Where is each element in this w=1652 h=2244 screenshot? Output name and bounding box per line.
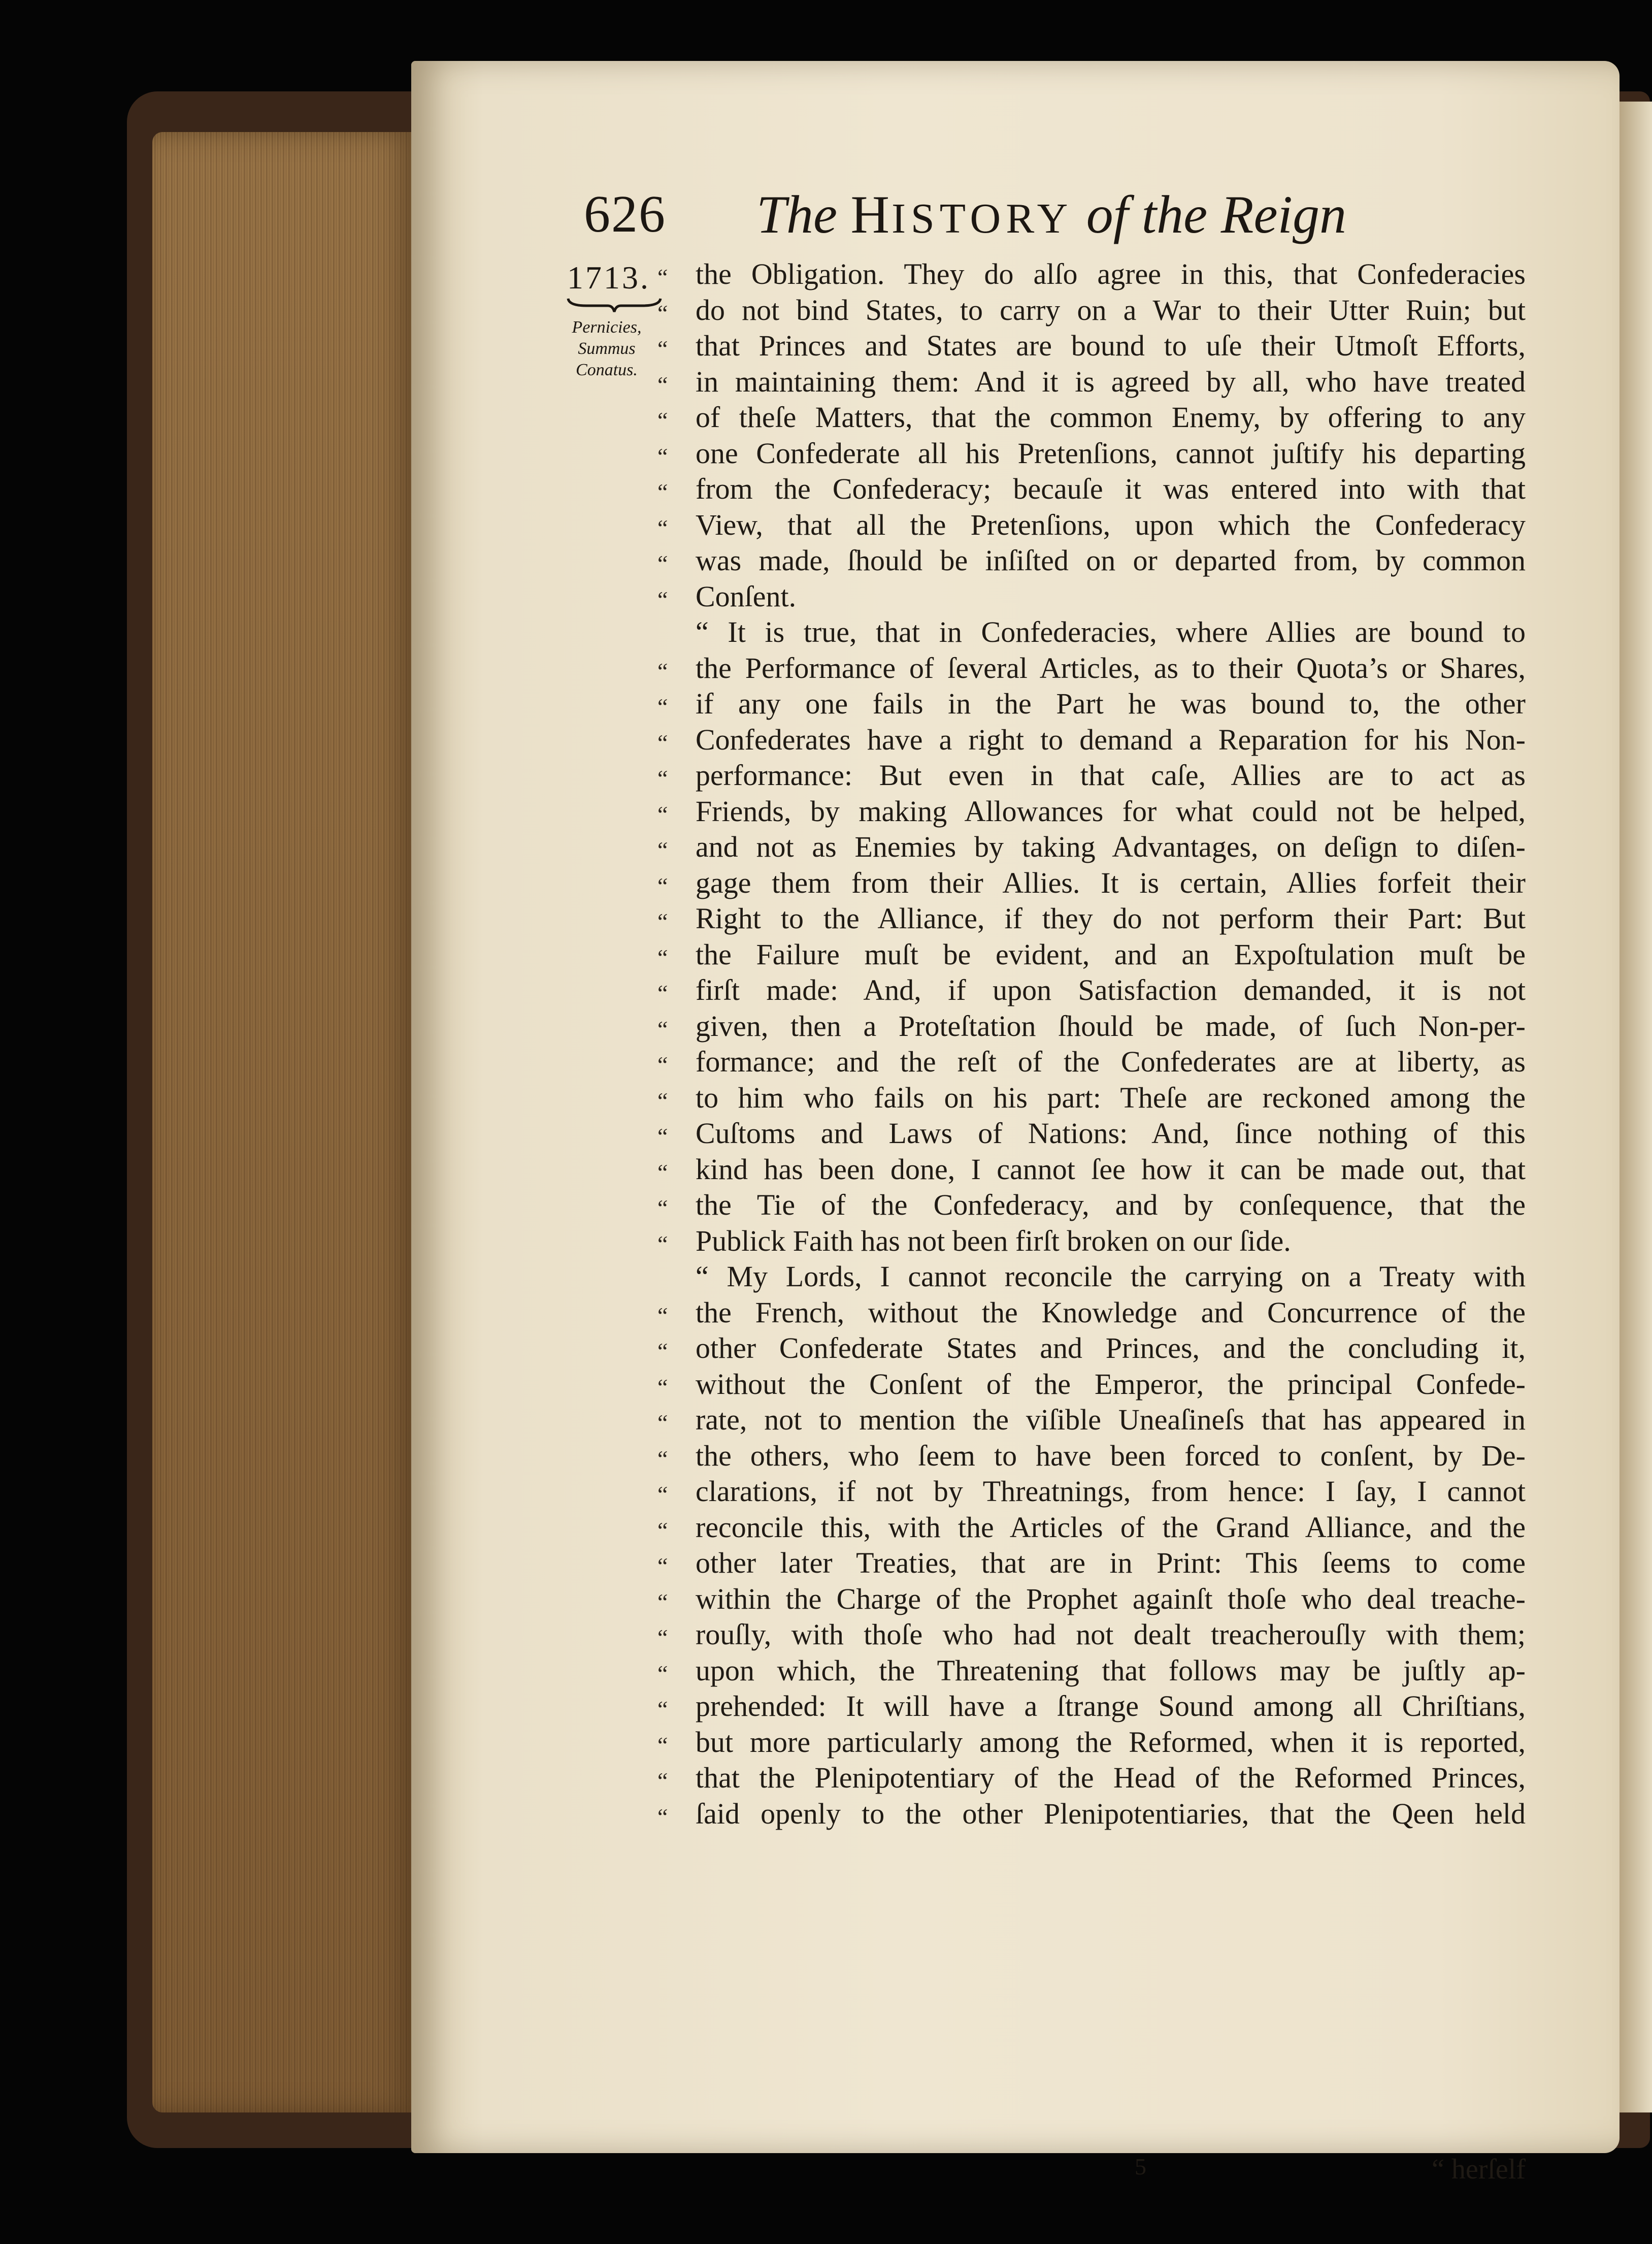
quote-mark: “ [657,944,668,970]
text-line [657,1295,1526,1331]
line-text: Friends, by making Allowances for what could not be helped, [696,794,1526,828]
margin-year: 1713. [567,259,650,296]
text-line [657,901,1526,937]
quote-mark: “ [657,1374,668,1400]
line-text: from the Confederacy; becauſe it was entered into with that [696,472,1526,505]
quote-mark: “ [657,1768,668,1794]
text-line [657,686,1526,722]
text-line [657,794,1526,830]
quote-mark: “ [657,550,668,576]
line-text: formance; and the reſt of the Confederates are at liberty, as [696,1045,1526,1078]
text-line [657,1187,1526,1223]
text-line [657,1044,1526,1080]
quote-mark: “ [657,908,668,934]
text-line [657,1474,1526,1510]
text-line [657,972,1526,1009]
catchword: “ herſelf [1432,2154,1526,2185]
quote-mark: “ [657,801,668,827]
line-text: prehended: It will have a ſtrange Sound among all Chriſtians, [696,1689,1526,1722]
text-line [657,328,1526,364]
text-line [657,400,1526,436]
text-line [657,651,1526,687]
quote-mark: “ [657,980,668,1006]
line-text: the French, without the Knowledge and Concurrence of the [696,1295,1526,1329]
quote-mark: “ [657,1553,668,1579]
text-line [657,1402,1526,1438]
line-text: firſt made: And, if upon Satisfaction demanded, it is not [696,973,1526,1006]
line-text: upon which, the Threatening that follows may be juſtly ap- [696,1653,1526,1687]
line-text: rouſly, with thoſe who had not dealt treacherouſly with them; [696,1618,1526,1651]
quote-mark: “ [657,1517,668,1543]
quote-mark: “ [657,658,668,684]
line-text: the Obligation. They do alſo agree in this, that Confederacies [696,257,1526,290]
line-text: do not bind States, to carry on a War to their Utter Ruin; but [696,293,1526,327]
running-head [584,184,1518,255]
gloss-line: Conatus. [576,361,638,379]
text-line [657,829,1526,865]
line-text: Confederates have a right to demand a Reparation for his Non- [696,723,1526,756]
line-text: reconcile this, with the Articles of the Grand Alliance, and the [696,1510,1526,1544]
marginal-note [561,259,663,381]
line-text: kind has been done, I cannot ſee how it can be made out, that [696,1152,1526,1186]
line-text: but more particularly among the Reformed, when it is reported, [696,1725,1526,1759]
line-text: Right to the Alliance, if they do not perform their Part: But [696,902,1526,935]
quote-mark: “ [657,1302,668,1328]
quote-mark: “ [657,479,668,505]
line-text: “ It is true, that in Confederacies, where Allies are bound to [696,615,1526,648]
text-line [657,579,1526,615]
quote-mark: “ [657,1588,668,1615]
quote-mark: “ [657,1481,668,1507]
quote-mark: “ [657,371,668,398]
line-text: of theſe Matters, that the common Enemy, by offering to any [696,401,1526,434]
line-text: to him who fails on his part: Theſe are reckoned among the [696,1081,1526,1114]
line-text: the others, who ſeem to have been forced to conſent, by De- [696,1439,1526,1472]
line-text: gage them from their Allies. It is certain, Allies forfeit their [696,866,1526,899]
page-footer [657,2153,1526,2189]
text-line [657,471,1526,507]
quote-mark: “ [657,729,668,756]
quote-mark: “ [657,1338,668,1364]
line-text: Cuſtoms and Laws of Nations: And, ſince nothing of this [696,1117,1526,1150]
quote-mark: “ [657,1660,668,1686]
line-text: performance: But even in that caſe, Allies are to act as [696,759,1526,792]
brace-icon [566,297,663,314]
line-text: Conſent. [696,579,797,613]
line-text: within the Charge of the Prophet againſt thoſe who deal treache- [696,1582,1526,1615]
line-text: without the Conſent of the Emperor, the principal Confede- [696,1367,1526,1401]
line-text: that the Plenipotentiary of the Head of the Reformed Princes, [696,1761,1526,1794]
text-line [657,614,1526,651]
quote-mark: “ [657,694,668,720]
text-line [657,1796,1526,1832]
line-text: in maintaining them: And it is agreed by all, who have treated [696,365,1526,398]
facing-page-edge [1620,102,1652,2112]
text-line [657,1510,1526,1546]
title-of-the-reign: of the Reign [1086,185,1346,244]
line-text: clarations, if not by Threatnings, from hence: I ſay, I cannot [696,1475,1526,1508]
body-text [657,256,1526,1832]
quote-mark: “ [657,1159,668,1185]
text-line [657,1688,1526,1725]
line-text: other later Treaties, that are in Print: This ſeems to come [696,1546,1526,1579]
text-line [657,292,1526,329]
text-line [657,1725,1526,1761]
line-text: that Princes and States are bound to uſe their Utmoſt Efforts, [696,329,1526,362]
line-text: Publick Faith has not been firſt broken on our ſide. [696,1224,1291,1257]
quote-mark: “ [657,407,668,433]
text-line [657,1330,1526,1367]
text-line [657,1152,1526,1188]
line-text: the Failure muſt be evident, and an Expoſtulation muſt be [696,937,1526,971]
gloss-line: Summus [578,339,636,358]
quote-mark: “ [657,1087,668,1114]
text-line [657,1581,1526,1617]
page-number: 626 [584,185,666,243]
margin-gloss [561,317,652,381]
quote-mark: “ [657,872,668,899]
text-line [657,1080,1526,1116]
quote-mark: “ [657,1230,668,1257]
text-line [657,1653,1526,1689]
quote-mark: “ [657,1016,668,1042]
signature-mark: 5 [1135,2154,1146,2180]
quote-mark: “ [657,264,668,290]
text-line [657,1223,1526,1259]
quote-mark: “ [657,1195,668,1221]
quote-mark: “ [657,1624,668,1650]
quote-mark: “ [657,443,668,469]
text-line [657,1438,1526,1474]
quote-mark: “ [657,1696,668,1722]
text-line [657,1760,1526,1796]
text-line [657,1116,1526,1152]
text-line [657,436,1526,472]
text-line [657,1617,1526,1653]
page-edges [152,132,416,2112]
text-line [657,758,1526,794]
text-line [657,1545,1526,1581]
line-text: other Confederate States and Princes, and the concluding it, [696,1331,1526,1364]
line-text: rate, not to mention the viſible Uneaſineſs that has appeared in [696,1403,1526,1436]
text-line [657,543,1526,579]
line-text: the Tie of the Confederacy, and by conſequence, that the [696,1188,1526,1221]
quote-mark: “ [657,586,668,612]
text-line [657,364,1526,400]
line-text: ſaid openly to the other Plenipotentiaries, that the Qeen held [696,1797,1526,1830]
quote-mark: “ [657,1445,668,1472]
line-text: if any one fails in the Part he was bound to, the other [696,687,1526,720]
text-line [657,507,1526,543]
line-text: one Confederate all his Pretenſions, cannot juſtify his departing [696,436,1526,470]
quote-mark: “ [657,300,668,326]
text-line [657,1367,1526,1403]
quote-mark: “ [657,1123,668,1149]
text-line [657,722,1526,758]
line-text: was made, ſhould be inſiſted on or departed from, by common [696,544,1526,577]
line-text: and not as Enemies by taking Advantages, on deſign to diſen- [696,830,1526,863]
text-line [657,1259,1526,1295]
page-title [756,184,1346,246]
quote-mark: “ [657,1803,668,1830]
text-line [657,865,1526,901]
text-line [657,256,1526,292]
line-text: given, then a Proteſtation ſhould be made, of ſuch Non-per- [696,1009,1526,1043]
quote-mark: “ [657,336,668,362]
text-line [657,937,1526,973]
quote-mark: “ [657,514,668,541]
quote-mark: “ [657,837,668,863]
quote-mark: “ [657,1052,668,1078]
line-text: the Performance of ſeveral Articles, as to their Quota’s or Shares, [696,651,1526,685]
quote-mark: “ [657,1410,668,1436]
quote-mark: “ [657,765,668,791]
text-line [657,1009,1526,1045]
line-text: “ My Lords, I cannot reconcile the carrying on a Treaty with [696,1260,1526,1293]
gloss-line: Pernicies, [572,318,642,337]
title-the: The [756,185,837,244]
quote-mark: “ [657,1732,668,1758]
title-istory: ISTORY [891,195,1073,242]
line-text: View, that all the Pretenſions, upon which the Confederacy [696,508,1526,541]
title-h: H [850,185,892,244]
